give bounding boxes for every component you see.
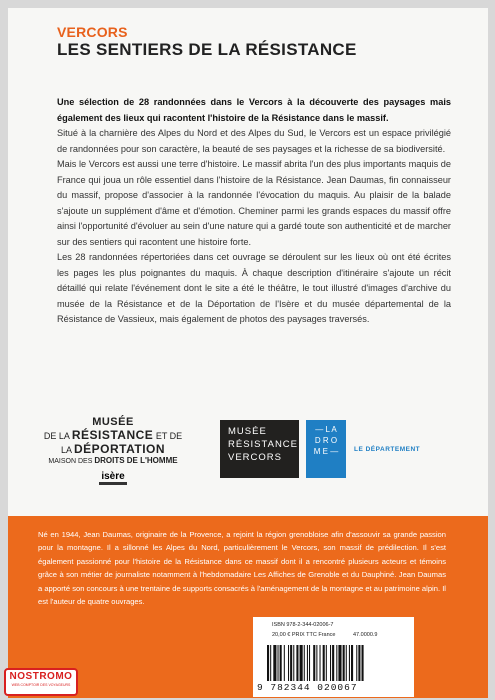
barcode-digits: 9 782344 020067	[257, 682, 358, 693]
mrv-line-2: RÉSISTANCE	[228, 439, 299, 450]
blurb-paragraph-1: Situé à la charnière des Alpes du Nord et des Alpes du Sud, le Vercors est un espace privilégié de randonnées pour son caractère, la beauté de ses paysages et la richesse de sa biodiversité.	[57, 128, 451, 154]
mrv-line-3: VERCORS	[228, 452, 282, 463]
book-back-cover	[8, 8, 488, 698]
barcode-bars	[267, 645, 399, 681]
musee-resistance-vercors-logo	[220, 420, 299, 478]
musee-logo-line-1: MUSÉE	[92, 416, 134, 428]
blurb	[57, 95, 451, 328]
musee-resistance-deportation-logo	[37, 416, 189, 480]
author-bio: Né en 1944, Jean Daumas, originaire de la Provence, a rejoint la région grenobloise afin d'assouvir sa grande passion pour la montagne. Il a sillonné les Alpes du Nord, particulièrement le Vercors, son massif de prédilection. Il s'est également passionné pour l'histoire de la Résistance dans ce massif dont il a rencontré plusieurs acteurs et témoins grâce à son métier de journaliste notamment à l'hebdomadaire Les Affiches de Grenoble et du Dauphiné. Jean Daumas a apporté son concours à une trentaine de supports consacrés à l'aménagement de la montagne et au patrimoine alpin. Il est l'auteur de quatre ouvrages.	[38, 530, 446, 607]
departement-label: LE DÉPARTEMENT	[354, 446, 421, 453]
author-band	[8, 516, 488, 698]
book-title: LES SENTIERS DE LA RÉSISTANCE	[57, 40, 357, 59]
internal-code: 47.0000.9	[353, 632, 378, 638]
nostromo-name: NOSTROMO	[9, 671, 73, 682]
blurb-paragraph-3: Les 28 randonnées répertoriées dans cet ouvrage se déroulent sur les lieux où ont été écrites les pages les plus poignantes du maquis. À chaque description d'itinéraire s'ajoute un récit détaillé qui relate l'événement dont le site a été le théâtre, le tout illustré d'images d'archive du musée de la Résistance et de la Déportation de l'Isère et du musée départemental de la Résistance de Vassieux, mais également de photos des paysages traversés.	[57, 252, 451, 324]
musee-logo-line-4: MAISON DES DROITS DE L'HOMME	[48, 456, 178, 465]
musee-logo-line-2: DE LA RÉSISTANCE ET DE	[43, 428, 183, 442]
cover-text-area	[8, 8, 488, 516]
mrv-line-1: MUSÉE	[228, 426, 267, 437]
musee-logo-line-3: LA DÉPORTATION	[60, 442, 166, 456]
drome-line-3: M E —	[313, 447, 339, 456]
blurb-lead: Une sélection de 28 randonnées dans le Vercors à la découverte des paysages mais également des lieux qui racontent l'histoire de la Résistance dans le massif.	[57, 97, 451, 123]
series-kicker: VERCORS	[57, 24, 128, 40]
isere-logo: isère	[37, 466, 189, 485]
drome-line-1: — L A	[315, 425, 337, 434]
nostromo-watermark	[4, 668, 78, 696]
la-drome-logo	[306, 420, 346, 478]
drome-line-2: D R O	[314, 436, 338, 445]
price-label: 20,00 € PRIX TTC France	[272, 632, 336, 638]
barcode-box	[253, 617, 414, 697]
blurb-paragraph-2: Mais le Vercors est aussi une terre d'histoire. Le massif abrita l'un des plus importants maquis de France qui joua un rôle essentiel dans l'histoire de la Résistance. Jean Daumas, fin connaisseur du massif, propose d'associer à la randonnée l'évocation du maquis. Au plaisir de la balade s'ajoute un supplément d'âme et d'émotion. Cheminer parmi les grands espaces du massif offre ainsi l'opportunité d'évoluer au sein d'une nature qui a gardé toute son authenticité et de marcher sur des sentiers qui racontent une histoire forte.	[57, 159, 451, 247]
isbn-label: ISBN 978-2-344-02006-7	[272, 622, 334, 628]
nostromo-tagline: WEB COMPTOIR DES VOYAGEURS	[11, 683, 71, 687]
